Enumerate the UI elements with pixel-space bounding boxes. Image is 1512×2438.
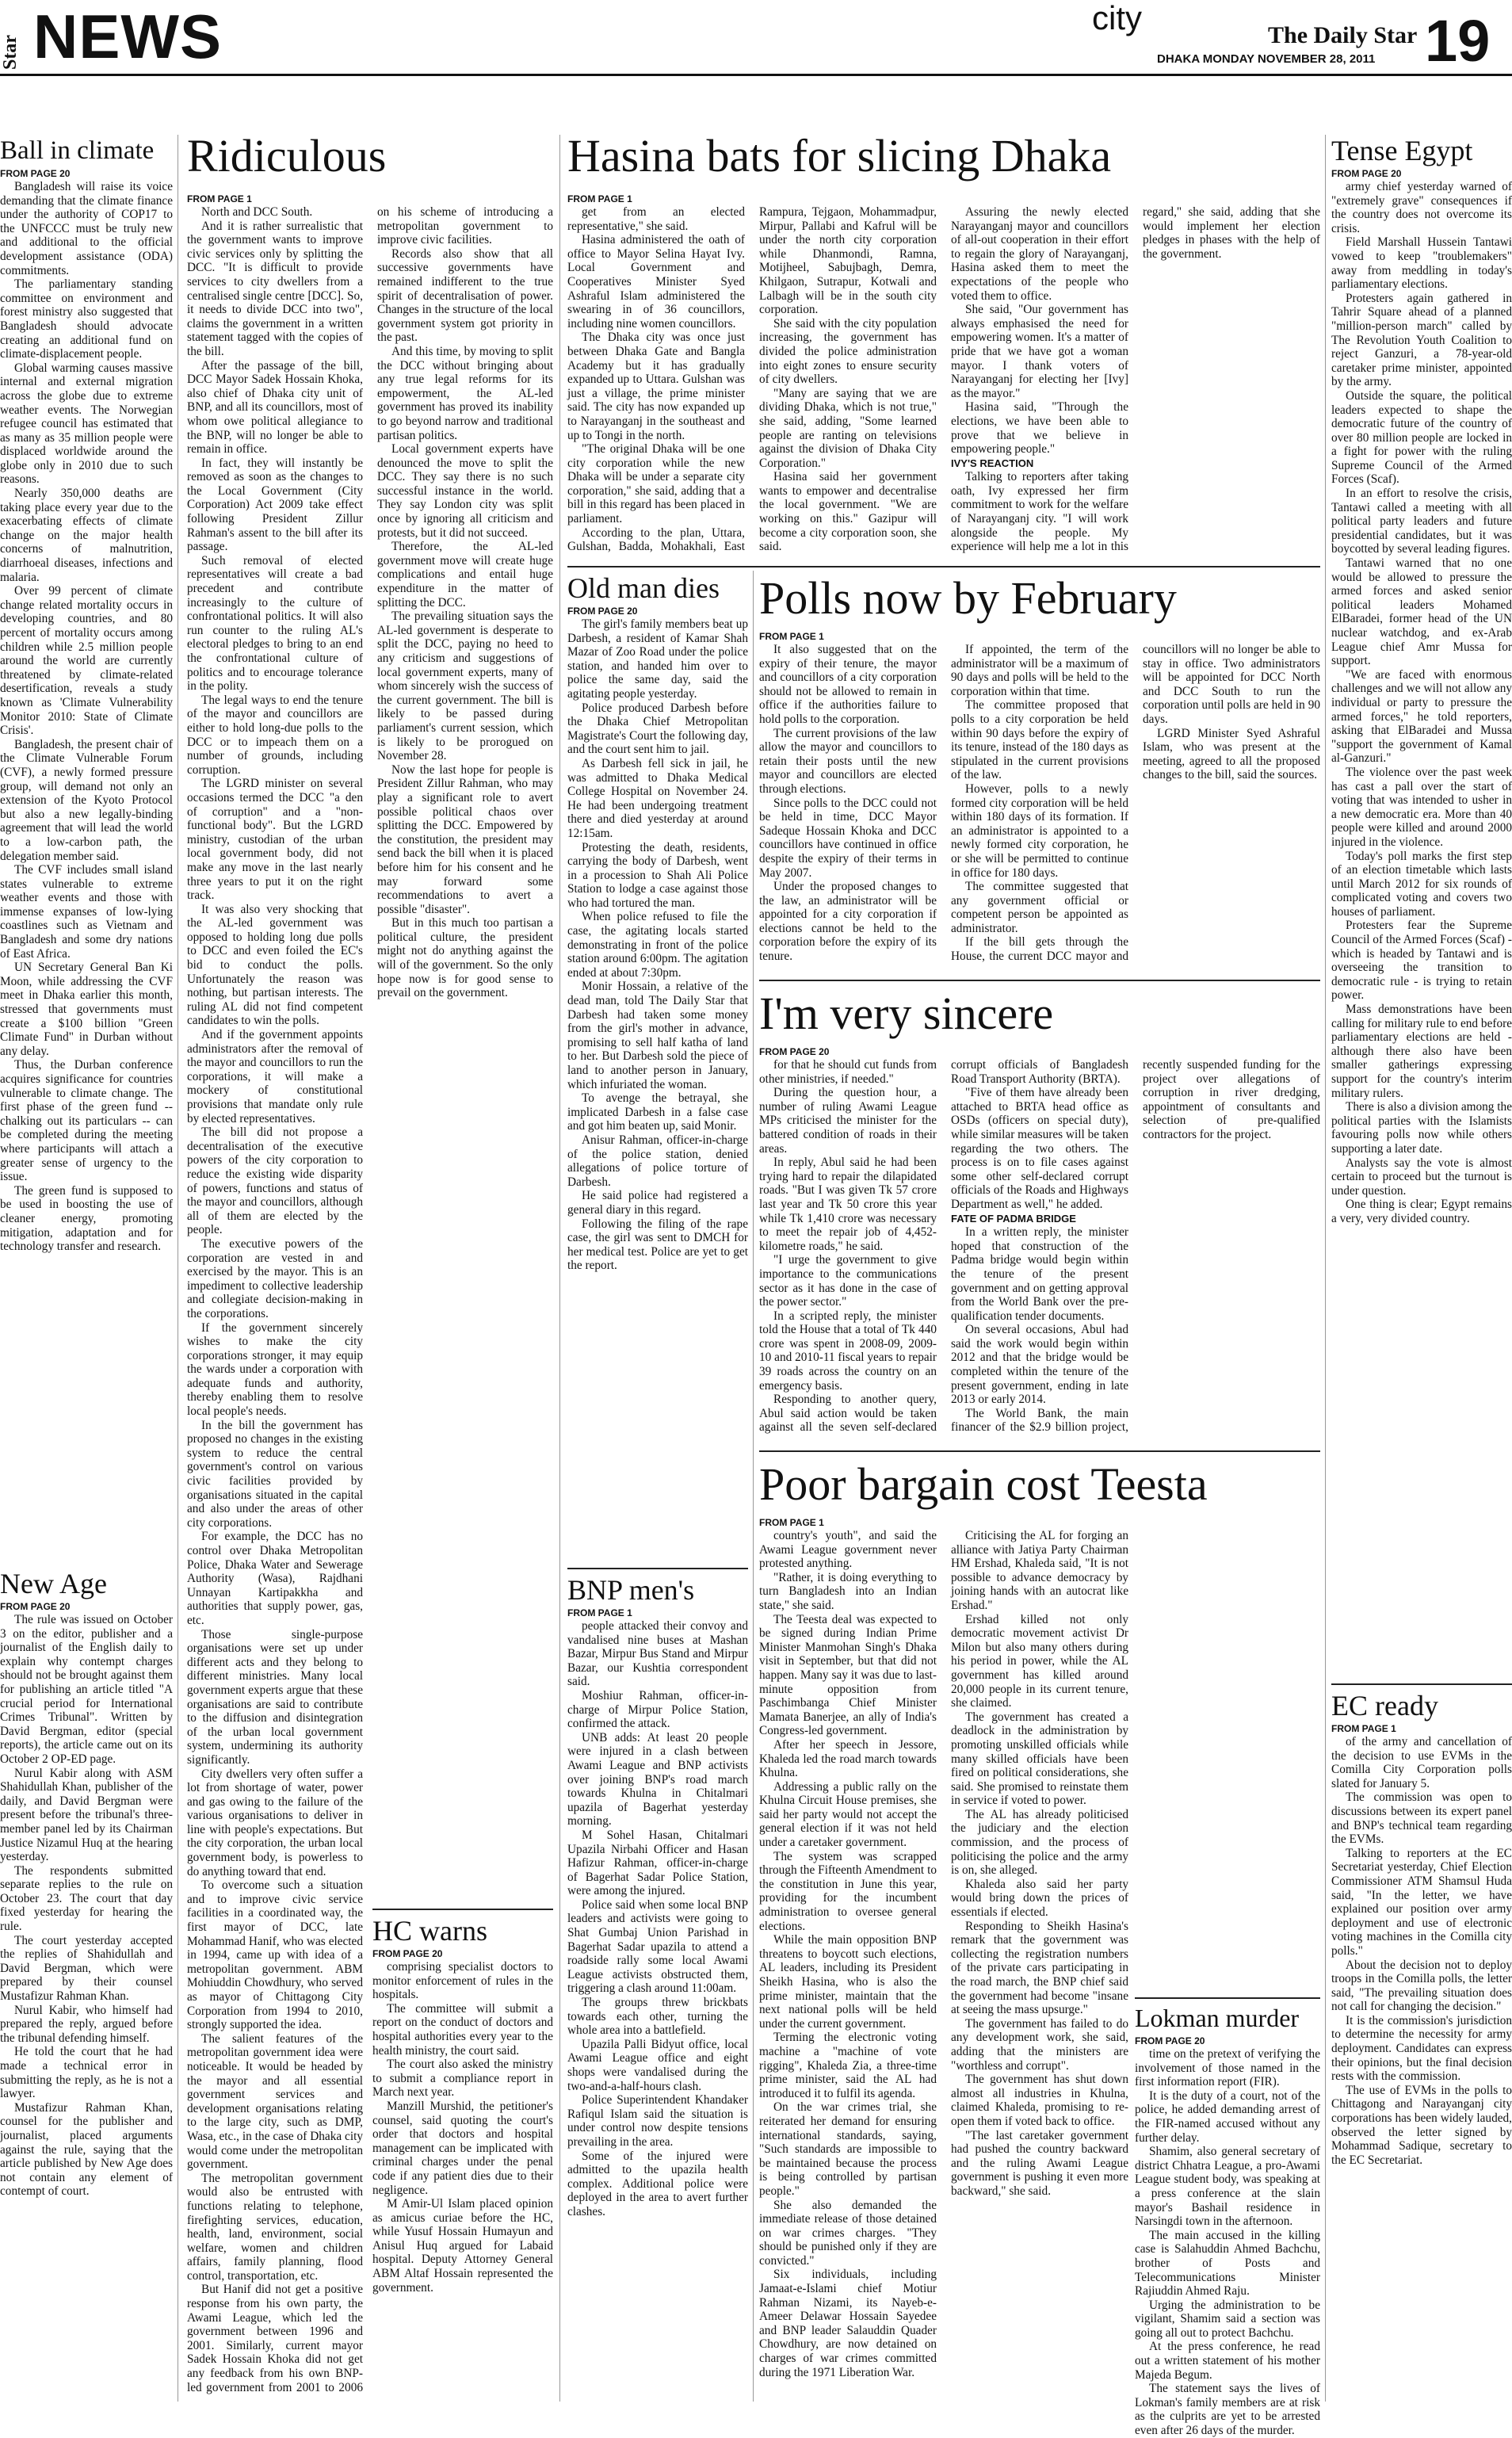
paragraph: Protesting the death, residents, carrying the body of Darbesh, went in a procession to Shah Ali Police Station to lodge a case against those who had tortured the man. (567, 840, 748, 910)
paragraph: He told the court that he had made a technical error in submitting the reply, as he is not a lawyer. (0, 2045, 173, 2101)
section-rule (759, 980, 1320, 981)
paragraph: He said police had registered a general diary in this regard. (567, 1189, 748, 1217)
headline: Polls now by February (759, 572, 1177, 624)
paragraph: About the decision not to deploy troops in the Comilla polls, the letter said, "The prevailing situation does not call for changing the decision." (1331, 1958, 1512, 2014)
paragraph: The World Bank, the main financer of the $2.9 billion project, recently suspended funding for the project over allegations of corruption in river dredging, appointment of consultants and selection of pre-qualified contractors for the project. (951, 1058, 1320, 1435)
paragraph: "I urge the government to give importance to the communications sector as it has done in the case of the power sector." (759, 1253, 937, 1309)
paragraph: Monir Hossain, a relative of the dead man, told The Daily Star that Darbesh had taken some money from the girl's mother in advance, promising to sell half katha of land to her. But Darbesh sold the piece of land to another person in January, which infuriated the woman. (567, 980, 748, 1091)
paragraph: Terming the electronic voting machine a "machine of vote rigging", Khaleda Zia, a three-time prime minister, said the AL had introduced it to fulfil its agenda. (759, 2031, 937, 2100)
subhead: FATE OF PADMA BRIDGE (951, 1212, 1076, 1225)
column-rule (559, 135, 560, 2402)
paragraph: To avenge the betrayal, she implicated Darbesh in a false case and got him beaten up, said Monir. (567, 1091, 748, 1133)
paragraph: M Amir-Ul Islam placed opinion as amicus curiae before the HC, while Yusuf Hossain Humayun and Anisul Huq argued for Labaid hospital. Deputy Attorney General ABM Altaf Hossain represented the government. (372, 2197, 553, 2295)
paragraph: Manzill Murshid, the petitioner's counsel, said quoting the court's order that doctors and hospital management can be implicated with criminal charges under the penal code if any patient dies due to their negligence. (372, 2099, 553, 2197)
headline: Tense Egypt (1331, 135, 1473, 166)
article-body (0, 180, 173, 1562)
headline: I'm very sincere (759, 988, 1054, 1039)
kicker: FROM PAGE 1 (187, 193, 252, 204)
paragraph: comprising specialist doctors to monitor enforcement of rules in the hospitals. (372, 1960, 553, 2002)
paragraph: Police said when some local BNP leaders and activists were going to Shat Gumbaj Union Parishad in Bagerhat Sadar upazila to attend a roadside rally some local Awami League activists obstructed them, triggering a clash around 11:00am. (567, 1897, 748, 1996)
kicker: FROM PAGE 1 (567, 193, 632, 204)
paragraph: army chief yesterday warned of "extremely grave" consequences if the country does not overcome its crisis. (1331, 180, 1512, 235)
paragraph: The girl's family members beat up Darbesh, a resident of Kamar Shah Mazar of Zoo Road under the police station, and handed him over to police the same day, said the agitating people yesterday. (567, 617, 748, 701)
kicker: FROM PAGE 20 (759, 1046, 830, 1057)
article-body (1331, 180, 1512, 1673)
column-rule (753, 571, 754, 2402)
paragraph: It is the duty of a court, not of the police, he added demanding arrest of the FIR-named accused without any further delay. (1135, 2088, 1320, 2145)
paragraph: The committee will submit a report on the conduct of doctors and hospital authorities every year to the health ministry, the court said. (372, 2001, 553, 2058)
article-polls (759, 572, 1320, 976)
paragraph: people attacked their convoy and vandalised nine buses at Mashan Bazar, Mirpur Bus Stand and Mirpur Bazar, our Kushtia correspondent said. (567, 1619, 748, 1689)
paragraph: Under the proposed changes to the law, an administrator will be appointed for a city corporation if elections cannot be held to the corporation before the expiry of its tenure. (759, 880, 937, 964)
paragraph: Khaleda also said her party would bring down the prices of essentials if elected. (951, 1877, 1128, 1920)
paragraph: There is also a division among the political parties with the Islamists favouring polls now while others supporting a later date. (1331, 1100, 1512, 1156)
paragraph: Shamim, also general secretary of district Chhatra League, a pro-Awami League student body, was speaking at a press conference at the slain mayor's Bashail residence in Narsingdi town in the afternoon. (1135, 2145, 1320, 2229)
paragraph: country's youth", and said the Awami League government never protested anything. (759, 1529, 937, 1571)
paragraph: Hasina said her government wants to empower and decentralise the local government. "We are working on this." Gazipur will become a city corporation soon, she said. (759, 470, 937, 554)
paragraph: However, polls to a newly formed city corporation will be held within 180 days of its formation. If an administrator is appointed to a newly formed city corporation, he or she will be permitted to continue in office for 180 days. (951, 781, 1128, 880)
paragraph: And it is rather surrealistic that the government wants to improve civic services only by splitting the DCC. "It is difficult to provide services to city dwellers from a centralised single centre [DCC]. So, it needs to divide DCC into two", claims the government in a written statement tagged with the copies of the bill. (187, 219, 363, 358)
paragraph: The CVF includes small island states vulnerable to extreme weather events and those with immense expanses of low-lying coastlines such as Vietnam and Bangladesh and some dry nations of East Africa. (0, 863, 173, 961)
kicker: FROM PAGE 20 (0, 1601, 71, 1612)
paragraph: The LGRD minister on several occasions termed the DCC "a den of corruption" and a "non-functional body". But the LGRD ministry, custodian of the urban local government body, did not make any move in the last nearly three years to put it on the right track. (187, 777, 363, 903)
paragraph: Anisur Rahman, officer-in-charge of the police station, denied allegations of police torture of Darbesh. (567, 1133, 748, 1189)
paragraph: At the press conference, he read out a written statement of his mother Majeda Begum. (1135, 2340, 1320, 2382)
section-rule (1331, 1683, 1512, 1685)
paragraph: Responding to Sheikh Hasina's remark that the government was collecting the registration numbers of the private cars participating in the road march, the BNP chief said the government had become "insane at seeing the mass upsurge." (951, 1919, 1128, 2017)
paragraph: On several occasions, Abul had said the work would begin within 2012 and that the bridge would be completed within the tenure of the present government, ending in late 2013 or early 2014. (951, 1323, 1128, 1407)
paragraph: In reply, Abul said he had been trying hard to repair the dilapidated roads. "But I was given Tk 57 crore last year and Tk 50 crore this year while Tk 1,410 crore was necessary to meet the repair job of 4,452-kilometre roads," he said. (759, 1156, 937, 1253)
article-lokman (1135, 1997, 1320, 2438)
paragraph: Upazila Palli Bidyut office, local Awami League office and eight shops were vandalised during the two-and-a-half-hours clash. (567, 2037, 748, 2093)
headline: New Age (0, 1568, 107, 1599)
paragraph: The green fund is supposed to be used in boosting the use of cleaner energy, promoting mitigation, adaptation and for technology transfer and research. (0, 1183, 173, 1254)
paragraph: UNB adds: At least 20 people were injured in a clash between Awami League and BNP activists over joining BNP's road march towards Khulna in Chitalmari upazila of Bagerhat yesterday morning. (567, 1730, 748, 1828)
paragraph: The AL has already politicised the judiciary and the election commission, and the process of politicising the police and the army is on, she alleged. (951, 1807, 1128, 1878)
paragraph: In an effort to resolve the crisis, Tantawi called a meeting with all political party leaders and future presidential candidates, but it was boycotted by several leading figures. (1331, 487, 1512, 556)
paragraph: The Teesta deal was expected to be signed during Indian Prime Minister Manmohan Singh's Dhaka visit in September, but that did not happen. Many say it was due to last-minute opposition from Paschimbanga Chief Minister Mamata Banerjee, an ally of India's Congress-led government. (759, 1612, 937, 1738)
paragraph: In a written reply, the minister hoped that construction of the Padma bridge would begin within the tenure of the present government and on getting approval from the World Bank over the pre-qualification tender documents. (951, 1225, 1128, 1323)
paragraph: It also suggested that on the expiry of their tenure, the mayor and councillors of a city corporation should not be allowed to remain in office if the authorities failure to hold polls to the corporation. (759, 643, 937, 726)
section-rule (567, 1568, 748, 1569)
paragraph: Talking to reporters at the EC Secretariat yesterday, Chief Election Commissioner ATM Shamsul Huda said, "In the letter, we have explained our position over army deployment and use of electronic voting machines in the Comilla city polls." (1331, 1846, 1512, 1958)
paragraph: Such removal of elected representatives will create a bad precedent and contribute increasingly to the culture of confrontational politics. It will also run counter to the ruling AL's electoral pledges to bring to an end the confrontational culture of politics and to encourage tolerance in the polity. (187, 553, 363, 694)
article-sincere (759, 988, 1320, 1446)
paragraph: Mustafizur Rahman Khan, counsel for the publisher and journalist, placed arguments against the rule, saying that the article published by New Age does not contain any element of contempt of court. (0, 2100, 173, 2199)
article-body (567, 205, 1320, 560)
paragraph: "Rather, it is doing everything to turn Bangladesh into an Indian state," she said. (759, 1570, 937, 1612)
paragraph: And if the government appoints administrators after the removal of the mayor and councillors to run the corporations, it will make a mockery of constitutional provisions that mandate only rule by elected representatives. (187, 1028, 363, 1125)
headline: EC ready (1331, 1690, 1438, 1722)
article-body (0, 1613, 173, 2406)
article-body (1135, 2047, 1320, 2438)
paragraph: The committee proposed that polls to a city corporation be held within 90 days before the expiry of its tenure, instead of the 180 days as stipulated in the current provisions of the law. (951, 698, 1128, 782)
paragraph: Assuring the newly elected Narayanganj mayor and councillors of all-out cooperation in their effort to regain the glory of Narayanganj, Hasina asked them to meet the expectations of the people who voted them to office. (951, 205, 1128, 303)
paragraph: Bangladesh, the present chair of the Climate Vulnerable Forum (CVF), a newly formed pressure group, will demand not only an extension of the Kyoto Protocol but also a new legally-binding agreement that will lead the world to a low-carbon path, the delegation member said. (0, 737, 173, 863)
article-body (1331, 1735, 1512, 2404)
paragraph: Bangladesh will raise its voice demanding that the climate finance under the authority of COP17 to the UNFCCC must be truly new and additional to the official development assistance (ODA) commitments. (0, 180, 173, 277)
kicker: FROM PAGE 20 (372, 1948, 443, 1959)
paragraph: The commission was open to discussions between its expert panel and BNP's technical team regarding the EVMs. (1331, 1790, 1512, 1847)
paragraph: She also demanded the immediate release of those detained on war crimes charges. "They should be punished only if they are convicted." (759, 2198, 937, 2268)
paragraph: The executive powers of the corporation are vested in and exercised by the mayor. This is an impediment to collective leadership and collegiate decision-making in the corporations. (187, 1236, 363, 1320)
paragraph: Mass demonstrations have been calling for military rule to end before parliamentary elections are held - although there also have been smaller gatherings expressing support for the country's interim military rulers. (1331, 1003, 1512, 1100)
kicker: FROM PAGE 1 (759, 631, 824, 642)
paragraph: The rule was issued on October 3 on the editor, publisher and a journalist of the English daily to explain why contempt charges should not be brought against them for publishing an article titled "A crucial period for International Crimes Tribunal". Written by David Bergman, editor (special reports), the article came out on its October 2 OP-ED page. (0, 1613, 173, 1766)
paragraph: In a scripted reply, the minister told the House that a total of Tk 440 crore was spent in 2008-09, 2009-10 and 2010-11 fiscal years to repair 39 roads across the country on an emergency basis. (759, 1309, 937, 1393)
article-hasina (567, 130, 1320, 564)
paragraph: The respondents submitted separate replies to the rule on October 23. The court that day fixed yesterday for hearing the rule. (0, 1863, 173, 1934)
paragraph: During the question hour, a number of ruling Awami League MPs criticised the minister for the battered condition of roads in their areas. (759, 1086, 937, 1156)
paragraph: "Many are saying that we are dividing Dhaka, which is not true," she said, adding, "Some learned people are ranting on televisions against the division of Dhaka City Corporation." (759, 386, 937, 470)
paragraph: As Darbesh fell sick in jail, he was admitted to Dhaka Medical College Hospital on November 24. He had been undergoing treatment there and died yesterday at around 12:15am. (567, 756, 748, 840)
paragraph: The groups threw brickbats towards each other, turning the whole area into a battlefield. (567, 1996, 748, 2038)
paragraph: The use of EVMs in the polls to Chittagong and Narayanganj city corporations has been widely lauded, observed the letter signed by Mohammad Sadique, secretary to the EC Secretariat. (1331, 2083, 1512, 2167)
paragraph: To overcome such a situation and to improve civic service facilities in a coordinated way, the first mayor of DCC, late Mohammad Hanif, who was elected in 1994, came up with idea of a metropolitan government. ABM Mohiuddin Chowdhury, who served as mayor of Chittagong City Corporation from 1994 to 2010, strongly supported the idea. (187, 1878, 363, 2032)
paragraph: Hasina said, "Through the elections, we have been able to prove that we believe in empowering people." (951, 400, 1128, 457)
paragraph: Outside the square, the political leaders expected to shape the democratic future of the country of over 80 million people are locked in a fight for power with the ruling Supreme Council of the Armed Forces (Scaf). (1331, 388, 1512, 487)
article-new-age (0, 1568, 173, 2405)
article-ec-ready (1331, 1683, 1512, 2405)
kicker: FROM PAGE 20 (1331, 168, 1402, 179)
paragraph: The prevailing situation says the AL-led government is desperate to split the DCC, paying no heed to any criticism and suggestions of local government experts, many of whom sincerely wish the success of the current government. The bill is likely to be passed during parliament's current session, which is likely to be prorogued on November 28. (377, 610, 553, 763)
paragraph: Moshiur Rahman, officer-in-charge of Mirpur Police Station, confirmed the attack. (567, 1688, 748, 1731)
paragraph: Local government experts have denounced the move to split the DCC. They say there is no such successful instance in the world. They say London city was split once by ignoring all criticism and protests, but it did not succeed. (377, 442, 553, 540)
paragraph: Criticising the AL for forging an alliance with Jatiya Party Chairman HM Ershad, Khaleda said, "It is not possible to advance democracy by joining hands with an autocrat like Ershad." (951, 1529, 1128, 1612)
paragraph: Ershad killed not only democratic movement activist Dr Milon but also many others during his period in power, while the AL government has killed around 20,000 people in its current tenure, she claimed. (951, 1612, 1128, 1710)
section-rule (1135, 1997, 1320, 1999)
paragraph: The metropolitan government would also be entrusted with functions relating to telephone, firefighting services, education, health, land, environment, social welfare, women and children affairs, family planning, flood control, transportation, etc. (187, 2171, 363, 2283)
paragraph: The salient features of the metropolitan government idea were noticeable. It would be headed by the mayor and all essential government services and development organisations relating to the large city, such as DMP, Wasa, etc., in the case of Dhaka city would come under the metropolitan government. (187, 2031, 363, 2172)
headline: BNP men's (567, 1574, 695, 1606)
article-body (759, 643, 1320, 974)
headline: Hasina bats for slicing Dhaka (567, 130, 1112, 182)
paragraph: Protesters fear the Supreme Council of the Armed Forces (Scaf) - which is headed by Tantawi and is overseeing the transition to democratic rule - is trying to retain power. (1331, 919, 1512, 1003)
paragraph: "The last caretaker government had pushed the country backward and the ruling Awami League government is pushing it even more backward," she said. (951, 2128, 1128, 2198)
paragraph: Therefore, the AL-led government move will create huge complications and entail huge expenditure in the matter of splitting the DCC. (377, 540, 553, 610)
article-body (372, 1960, 553, 2404)
kicker: FROM PAGE 20 (0, 168, 71, 179)
page-number: 19 (1425, 8, 1491, 74)
kicker: FROM PAGE 1 (759, 1517, 824, 1528)
section-label-city: city (1092, 0, 1142, 36)
kicker: FROM PAGE 1 (1331, 1723, 1396, 1734)
paragraph: The bill did not propose a decentralisation of the executive powers of the city corporation to reduce the existing wide disparity of powers, functions and status of the mayor and councillors, although all of them are elected by the people. (187, 1125, 363, 1237)
paragraph: If the government sincerely wishes to make the city corporations stronger, it may equip the wards under a corporation with adequate funds and authority, thereby enabling them to resolve local people's needs. (187, 1320, 363, 1419)
paragraph: Nurul Kabir along with ASM Shahidullah Khan, publisher of the daily, and David Bergman were present before the tribunal's three-member panel led by its Chairman Justice Nizamul Huq at the hearing yesterday. (0, 1766, 173, 1864)
paragraph: Today's poll marks the first step of an election timetable which lasts until March 2012 for six rounds of complicated voting and covers two houses of parliament. (1331, 849, 1512, 919)
paragraph: Hasina administered the oath of office to Mayor Selina Hayat Ivy. Local Government and Cooperatives Minister Syed Ashraful Islam administered the swearing in of 36 councillors, including nine women councillors. (567, 233, 745, 331)
paragraph: If the bill gets through the House, the current DCC mayor and councillors will no longer be able to stay in office. Two administrators will be appointed for DCC North and DCC South to run the corporation until polls are held in 90 days. (951, 643, 1320, 964)
paragraph: Some of the injured were admitted to the upazila health complex. Additional police were deployed in the area to avert further clashes. (567, 2149, 748, 2218)
paragraph: Responding to another query, Abul said action would be taken against all the seven self-declared corrupt officials of Bangladesh Road Transport Authority (BRTA). (759, 1058, 1128, 1435)
paragraph: Those single-purpose organisations were set up under different acts and they belong to different ministries. Many local government experts argue that these organisations are said to contribute to the diffusion and disintegration of the urban local government system, undermining its authority significantly. (187, 1627, 363, 1767)
headline: Ridiculous (187, 130, 387, 182)
paragraph: LGRD Minister Syed Ashraful Islam, who was present at the meeting, agreed to all the proposed changes to the bill, said the sources. (1143, 726, 1320, 782)
paragraph: time on the pretext of verifying the involvement of those named in the first information report (FIR). (1135, 2047, 1320, 2089)
paragraph: of the army and cancellation of the decision to use EVMs in the Comilla City Corporation polls slated for January 5. (1331, 1735, 1512, 1790)
paragraph: In the bill the government has proposed no changes in the existing system to reduce the central government's control on various civic facilities provided by organisations situated in the capital and also under the areas of other city corporations. (187, 1418, 363, 1530)
headline: Ball in climate (0, 136, 155, 165)
kicker: FROM PAGE 1 (567, 1607, 632, 1618)
section-rule (372, 1909, 553, 1910)
subhead: IVY'S REACTION (951, 457, 1034, 469)
article-hc-warns (372, 1909, 553, 2405)
paragraph: She said with the city population increasing, the government has divided the police administration into eight zones to ensure security of city dwellers. (759, 316, 937, 387)
paragraph: Field Marshall Hussein Tantawi vowed to keep "troublemakers" away from meddling in today's parliamentary elections. (1331, 235, 1512, 292)
paragraph: "Five of them have already been attached to BRTA head office as OSDs (officers on special duty), while similar measures will be taken regarding the two others. The process is on to file cases against some other self-declared corrupt officials of the Roads and Highways Department as well," he added. (951, 1086, 1128, 1211)
paragraph: The Dhaka city was once just between Dhaka Gate and Bangla Academy but it has gradually expanded up to Uttara. Gulshan was just a village, the prime minister said. The city has now expanded up to Narayanganj in the southeast and up to Tongi in the north. (567, 331, 745, 442)
paragraph: Talking to reporters after taking oath, Ivy expressed her firm commitment to work for the welfare of Narayanganj city. "I will work alongside the people. My experience will help me a lot in this regard," she said, adding that she would implement her election pledges in phases with the help of the government. (951, 205, 1320, 554)
paragraph: When police refused to file the case, the agitating locals started demonstrating in front of the police station around 6:00pm. The agitation ended at about 7:30pm. (567, 910, 748, 980)
paragraph: The court yesterday accepted the replies of Shahidullah and David Bergman, which were prepared by their counsel Mustafizur Rahman Khan. (0, 1933, 173, 2004)
paragraph: On the war crimes trial, she reiterated her demand for ensuring international standards, saying, "Such standards are impossible to be maintained because the process is being controlled by partisan people." (759, 2100, 937, 2198)
paragraph: Six individuals, including Jamaat-e-Islami chief Motiur Rahman Nizami, its Nayeb-e-Ameer Delawar Hossain Sayedee and BNP leader Salauddin Quader Chowdhury, are now detained on charges of war crimes committed during the 1971 Liberation War. (759, 2268, 937, 2379)
paragraph: The legal ways to end the tenure of the mayor and councillors are either to hold long-due polls to the DCC or to impeach them on a number of grounds, including corruption. (187, 693, 363, 777)
paragraph: The government has shut down almost all industries in Khulna, claimed Khaleda, promising to re-open them if voted back to office. (951, 2073, 1128, 2128)
kicker: FROM PAGE 20 (567, 606, 638, 617)
paragraph: The parliamentary standing committee on environment and forest ministry also suggested that Bangladesh should advocate creating an additional fund on climate-displacement people. (0, 277, 173, 361)
paragraph: City dwellers very often suffer a lot from shortage of water, power and gas owing to the failure of the various organisations to deliver in line with people's expectations. But the city corporation, the urban local government body, is powerless to do anything toward that end. (187, 1767, 363, 1878)
paragraph: Now the last hope for people is President Zillur Rahman, who may play a significant role to avert possible political chaos over splitting the DCC. Empowered by the constitution, the president may send back the bill when it is placed before him for his consent and he may forward some recommendations to avert a possible "disaster". (377, 762, 553, 916)
paragraph: After the passage of the bill, DCC Mayor Sadek Hossain Khoka, also chief of Dhaka city unit of BNP, and all its councillors, most of whom owe political allegiance to the BNP, will no longer be able to remain in office. (187, 358, 363, 457)
paragraph: The system was scrapped through the Fifteenth Amendment to the constitution in June this year, providing for the incumbent administration to oversee general elections. (759, 1849, 937, 1933)
section-rule (759, 1450, 1320, 1452)
paragraph: But Hanif did not get a positive response from his own party, the Awami League, which led the government between 1996 and 2001. Similarly, current mayor Sadek Hossain Khoka did not get any feedback from his own BNP-led government from 2001 to 2006 on his scheme of introducing a metropolitan government to improve civic facilities. (187, 205, 553, 2394)
paragraph: While the main opposition BNP threatens to boycott such elections, AL leaders, including its President Sheikh Hasina, who is also the prime minister, maintain that the next national polls will be held under the current government. (759, 1933, 937, 2031)
paragraph: Analysts say the vote is almost certain to proceed but the turnout is under question. (1331, 1156, 1512, 1198)
paragraph: Police produced Darbesh before the Dhaka Chief Metropolitan Magistrate's Court the following day, and the court sent him to jail. (567, 701, 748, 757)
headline: Poor bargain cost Teesta (759, 1458, 1208, 1510)
paragraph: Over 99 percent of climate change related mortality occurs in developing countries, and 80 percent of mortality occurs among children while 2.5 million people around the world are currently threatened by climate-related desertification, reveals a study known as 'Climate Vulnerability Monitor 2010: State of Climate Crisis'. (0, 584, 173, 738)
paragraph: Addressing a public rally on the Khulna Circuit House premises, she said her party would not accept the general election if it was not held under a caretaker government. (759, 1779, 937, 1850)
paragraph: Police Superintendent Khandaker Rafiqul Islam said the situation is under control now despite tensions prevailing in the area. (567, 2093, 748, 2149)
star-logo: Star (0, 35, 21, 70)
paragraph: The government has failed to do any development work, she said, adding that the ministers are "worthless and corrupt". (951, 2016, 1128, 2073)
paragraph: And this time, by moving to split the DCC without bringing about any true legal reforms for its empowerment, the AL-led government has proved its inability to go beyond narrow and traditional partisan politics. (377, 344, 553, 442)
dateline: DHAKA MONDAY NOVEMBER 28, 2011 (1157, 52, 1376, 66)
article-tense-egypt (1331, 135, 1512, 1676)
article-ball-in-climate (0, 135, 173, 1565)
section-title-news: NEWS (33, 2, 222, 71)
paragraph: "We are faced with enormous challenges and we will not allow any individual or party to pressure the armed forces," he told reporters, asking that ElBaradei and Mussa "support the government of Kamal al-Ganzuri." (1331, 667, 1512, 766)
masthead (0, 0, 1512, 73)
paragraph: According to the plan, Uttara, Gulshan, Badda, Mohakhali, East Rampura, Tejgaon, Mohammadpur, Mirpur, Pallabi and Kafrul will be under the north city corporation while Dhanmondi, Ramna, Motijheel, Sabujbagh, Demra, Khilgaon, Sutrapur, Kotwali and Lalbagh will be in the south city corporation. (567, 205, 937, 554)
paragraph: North and DCC South. (201, 205, 313, 219)
article-bnp-men (567, 1568, 748, 2405)
paragraph: UN Secretary General Ban Ki Moon, while addressing the CVF meet in Dhaka earlier this month, stressed that governments must create a $100 billion "Green Climate Fund" in Durban without any delay. (0, 961, 173, 1058)
article-body (567, 617, 748, 1559)
headline: Old man dies (567, 572, 720, 604)
paragraph: Global warming causes massive internal and external migration across the globe due to extreme weather events. The Norwegian refugee council has estimated that as many as 35 million people were displaced worldwide around the globe only in 2010 due to such reasons. (0, 361, 173, 487)
paragraph: One thing is clear; Egypt remains a very, very divided country. (1331, 1198, 1512, 1225)
article-body (759, 1058, 1320, 1443)
paragraph: Nurul Kabir, who himself had prepared the reply, argued before the tribunal defending himself. (0, 2003, 173, 2045)
headline: Lokman murder (1135, 2004, 1300, 2032)
paragraph: Nearly 350,000 deaths are taking place every year due to the exacerbating effects of climate change on the major health concerns of malnutrition, diarrhoeal diseases, infections and malaria. (0, 487, 173, 584)
paragraph: Thus, the Durban conference acquires significance for countries vulnerable to climate change. The first phase of the green fund -- chalking out its particulars -- can be completed during the meeting where participants will attach a greater sense of urgency to the issue. (0, 1058, 173, 1184)
paragraph: For example, the DCC has no control over Dhaka Metropolitan Police, Dhaka Water and Sewerage Authority (Wasa), Rajdhani Unnayan Kartipakkha and authorities that supply power, gas, etc. (187, 1530, 363, 1627)
paragraph: Tantawi warned that no one would be allowed to pressure the armed forces and asked senior political leaders Mohamed ElBaradei, former head of the UN nuclear watchdog, and ex-Arab League chief Amr Mussa for support. (1331, 556, 1512, 668)
paragraph: Following the filing of the rape case, the girl was sent to DMCH for her medical test. Police are yet to get the report. (567, 1217, 748, 1273)
paragraph: The committee suggested that any government official or competent person be appointed as administrator. (951, 880, 1128, 935)
paragraph: Urging the administration to be vigilant, Shamim said a section was going all out to protect Bachchu. (1135, 2298, 1320, 2340)
kicker: FROM PAGE 20 (1135, 2035, 1205, 2046)
paragraph: The court also asked the ministry to submit a compliance report in March next year. (372, 2058, 553, 2100)
paragraph: In fact, they will instantly be removed as soon as the changes to the Local Government (City Corporation) Act 2009 take effect following President Zillur Rahman's assent to the bill after its passage. (187, 456, 363, 554)
section-rule (567, 566, 1320, 567)
paragraph: The government has created a deadlock in the administration by promoting unskilled officials while many skilled officials have been fired on political considerations, she said. She promised to reinstate them in service if voted to power. (951, 1710, 1128, 1808)
paragraph: Since polls to the DCC could not be held in time, DCC Mayor Sadeque Hossain Khoka and DCC councillors have continued in office despite the expiry of their terms in May 2007. (759, 796, 937, 880)
article-old-man (567, 572, 748, 1560)
article-body (567, 1619, 748, 2404)
paragraph: The main accused in the killing case is Salahuddin Ahmed Bachchu, brother of Posts and Telecommunications Minister Rajiuddin Ahmed Raju. (1135, 2228, 1320, 2299)
paragraph: get from an elected representative," she said. (567, 205, 745, 233)
paragraph: The statement says the lives of Lokman's family members are at risk as the culprits are yet to be arrested even after 26 days of the murder. (1135, 2382, 1320, 2438)
paragraph: It was also very shocking that the AL-led government was opposed to holding long due polls to DCC and even foiled the EC's bid to conduct the polls. Unfortunately the reason was nothing, but partisan interests. The ruling AL did not find competent candidates to win the polls. (187, 902, 363, 1028)
paragraph: The violence over the past week has cast a pall over the start of voting that was intended to usher in a new democratic era. More than 40 people were killed and around 2000 injured in the violence. (1331, 765, 1512, 849)
paragraph: She said, "Our government has always emphasised the need for empowering women. It's a matter of pride that we have got a woman mayor. I thank voters of Narayanganj for electing her [Ivy] as the mayor." (951, 303, 1128, 400)
masthead-rule (0, 74, 1512, 76)
paragraph: "The original Dhaka will be one city corporation while the new Dhaka will be under a separate city corporation," she said, adding that a bill in this regard has been placed in parliament. (567, 442, 745, 526)
paragraph: Records also show that all successive governments have remained indifferent to the true spirit of decentralisation of power. Changes in the structure of the local government system got priority in the past. (377, 246, 553, 345)
newspaper-name: The Daily Star (1268, 22, 1418, 48)
paragraph: It is the commission's jurisdiction to determine the necessity for army deployment. Candidates can express their opinions, but the final decision rests with the commission. (1331, 2013, 1512, 2084)
paragraph: The current provisions of the law allow the mayor and councillors to retain their posts until the new mayor and councillors are elected through elections. (759, 726, 937, 796)
paragraph: for that he should cut funds from other ministries, if needed." (759, 1058, 937, 1086)
paragraph: M Sohel Hasan, Chitalmari Upazila Nirbahi Officer and Hasan Hafizur Rahman, officer-in-charge of Bagerhat Sadar Police Station, were among the injured. (567, 1828, 748, 1898)
paragraph: But in this much too partisan a political culture, the president might not do anything against the will of the government. So the only hope now is for good sense to prevail on the government. (377, 916, 553, 1000)
paragraph: After her speech in Jessore, Khaleda led the road march towards Khulna. (759, 1737, 937, 1780)
headline: HC warns (372, 1915, 487, 1947)
paragraph: If appointed, the term of the administrator will be a maximum of 90 days and polls will be held to the corporation within that time. (951, 643, 1128, 698)
column-rule (1325, 135, 1326, 2402)
paragraph: Protesters again gathered in Tahrir Square ahead of a planned "million-person march" called by The Revolution Youth Coalition to reject Ganzuri, a 78-year-old caretaker prime minister, appointed by the army. (1331, 291, 1512, 389)
